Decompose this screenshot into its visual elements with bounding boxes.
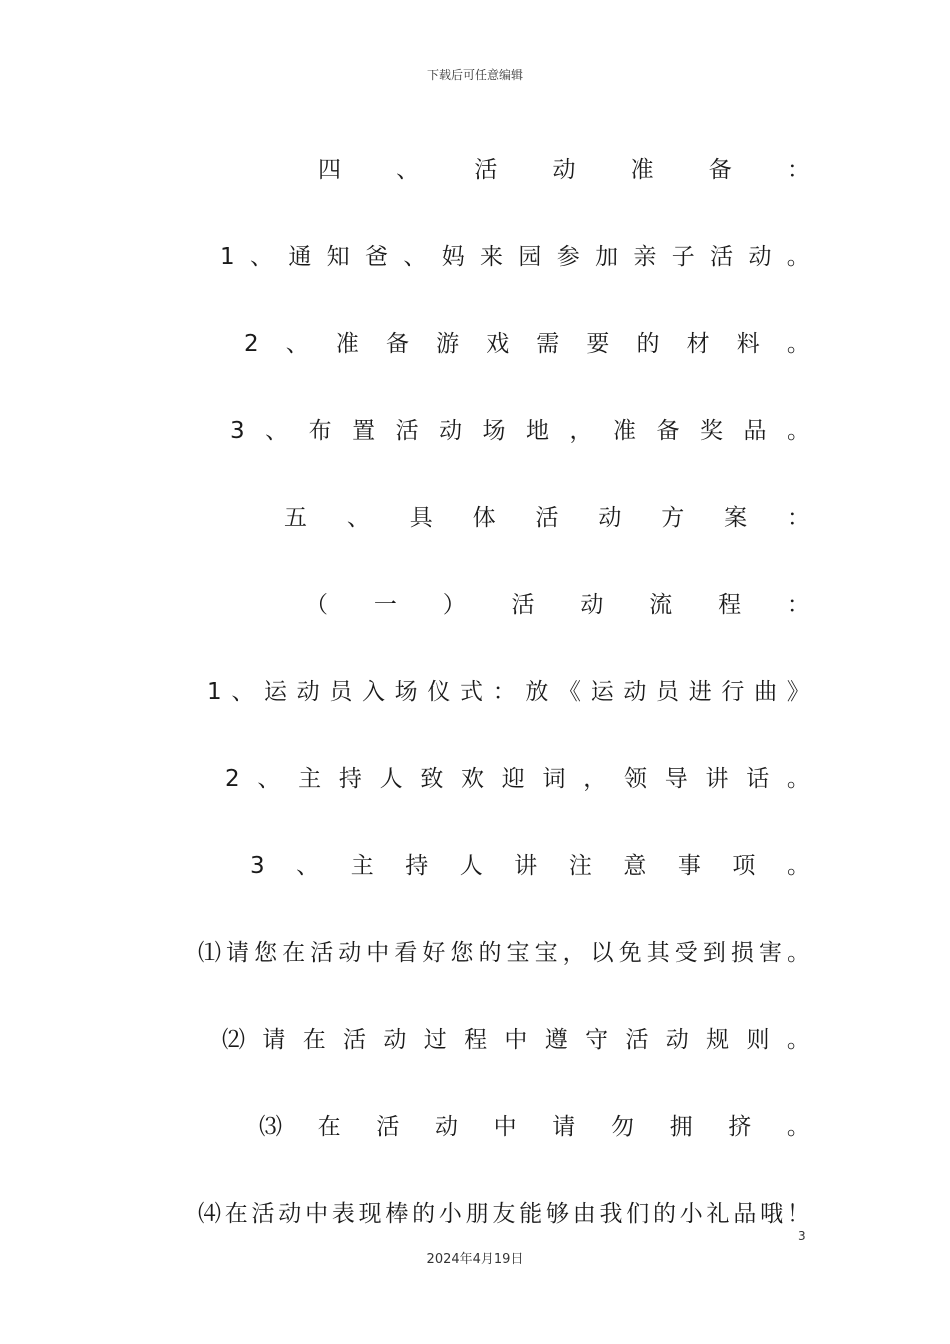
paragraph-line [198, 1170, 810, 1257]
paragraph-line [198, 822, 810, 909]
paragraph-line [198, 387, 810, 474]
paragraph-line [198, 648, 810, 735]
page-number: 3 [798, 1229, 806, 1243]
paragraph-line [198, 1083, 810, 1170]
line-text: 四 、 活 动 准 备 ： [318, 156, 810, 183]
line-text: ⑴ 请 您 在 活 动 中 看 好 您 的 宝 宝 ， 以 免 其 受 到 损 害 。 [198, 939, 810, 966]
line-text: 1 、 运 动 员 入 场 仪 式 ： 放 《 运 动 员 进 行 曲 》 [207, 678, 810, 705]
footer-date: 2024年4月19日 [426, 1252, 524, 1267]
line-text: 3 、 主 持 人 讲 注 意 事 项 。 [250, 852, 810, 879]
line-text: 五 、 具 体 活 动 方 案 ： [284, 504, 810, 531]
section-heading-preparation [198, 126, 810, 213]
line-text: 2 、 主 持 人 致 欢 迎 词 ， 领 导 讲 话 。 [225, 765, 810, 792]
line-text: 2 、 准 备 游 戏 需 要 的 材 料 。 [244, 330, 810, 357]
section-heading-plan [198, 474, 810, 561]
subsection-heading-flow [198, 561, 810, 648]
document-body [198, 126, 810, 1257]
paragraph-line [198, 213, 810, 300]
line-text: ⑶ 在 活 动 中 请 勿 拥 挤 。 [259, 1113, 810, 1140]
line-text: 1 、 通 知 爸 、 妈 来 园 参 加 亲 子 活 动 。 [220, 243, 810, 270]
header-note: 下载后可任意编辑 [426, 68, 523, 82]
line-text: （ 一 ） 活 动 流 程 ： [305, 591, 810, 618]
line-text: 3 、 布 置 活 动 场 地 ， 准 备 奖 品 。 [230, 417, 810, 444]
paragraph-line [198, 909, 810, 996]
line-text: ⑷ 在 活 动 中 表 现 棒 的 小 朋 友 能 够 由 我 们 的 小 礼 品 哦 ！ [198, 1200, 810, 1227]
paragraph-line [198, 996, 810, 1083]
paragraph-line [198, 735, 810, 822]
paragraph-line [198, 300, 810, 387]
line-text: ⑵ 请 在 活 动 过 程 中 遵 守 活 动 规 则 。 [222, 1026, 810, 1053]
